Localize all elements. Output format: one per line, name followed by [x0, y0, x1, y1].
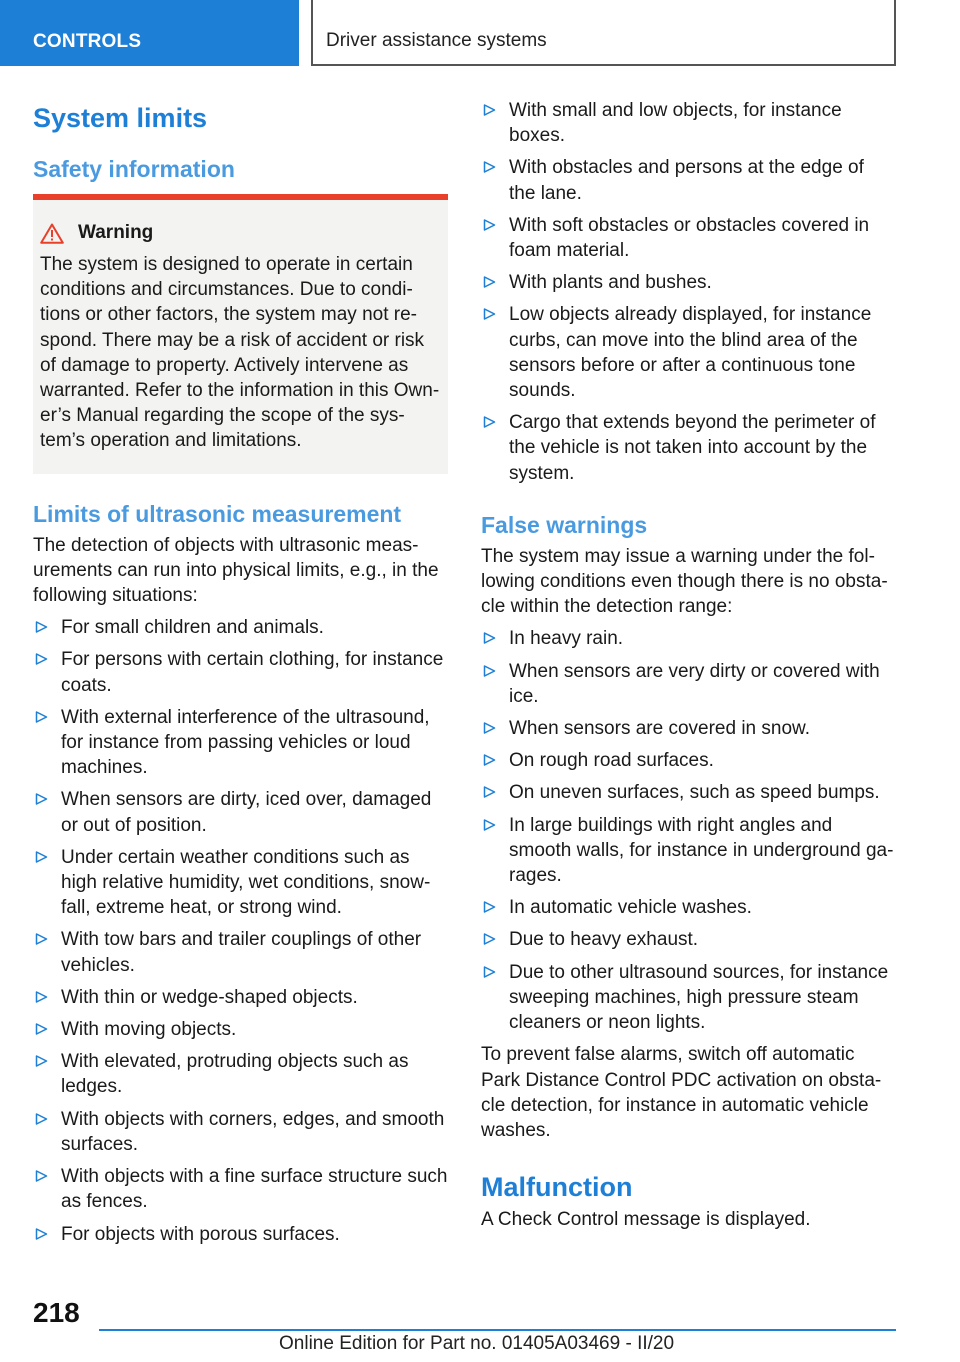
list-item: [33, 927, 448, 977]
ultrasonic-limits-list-continued: [481, 98, 895, 486]
bullet-triangle-icon: [35, 1227, 48, 1241]
list-item: [481, 270, 895, 295]
list-item: [33, 705, 448, 781]
bullet-triangle-icon: [483, 218, 496, 232]
false-warnings-list: [481, 626, 895, 1035]
list-item-text: When sensors are covered in snow.: [509, 718, 810, 740]
list-item-text: When sensors are very dirty or covered with ice.: [509, 660, 880, 707]
bullet-triangle-icon: [483, 900, 496, 914]
left-column: [33, 100, 448, 1247]
list-item: [33, 985, 448, 1010]
bullet-triangle-icon: [483, 818, 496, 832]
header-section-tab: [0, 0, 299, 66]
warning-triangle-icon: [40, 223, 64, 244]
bullet-triangle-icon: [35, 932, 48, 946]
list-item: [481, 716, 895, 741]
list-item: [481, 960, 895, 1036]
bullet-triangle-icon: [483, 160, 496, 174]
malfunction-text: A Check Control message is displayed.: [481, 1209, 811, 1231]
list-item: [481, 813, 895, 889]
bullet-triangle-icon: [35, 710, 48, 724]
false-warnings-intro: The system may issue a warning under the following conditions even though there is no obstacle within the detection range:: [481, 545, 888, 618]
list-item-text: On uneven surfaces, such as speed bumps.: [509, 782, 880, 804]
header-section-label: CONTROLS: [33, 31, 142, 52]
list-item: [33, 845, 448, 921]
warning-text: The system is designed to operate in certain conditions and circumstances. Due to conditions or other factors, the system may not respond. There may be a risk of accident or risk of damage to property. Actively intervene as warranted. Refer to the information in this Owner’s Manual regarding the scope of the system’s operation and limitations.: [40, 254, 440, 452]
bullet-triangle-icon: [483, 965, 496, 979]
bullet-triangle-icon: [35, 1112, 48, 1126]
list-item-text: With plants and bushes.: [509, 272, 712, 294]
list-item-text: For small children and animals.: [61, 617, 324, 639]
warning-title: Warning: [78, 222, 154, 243]
list-item-text: On rough road surfaces.: [509, 750, 714, 772]
list-item-text: With moving objects.: [61, 1019, 237, 1041]
list-item: [481, 155, 895, 205]
ultrasonic-intro: The detection of objects with ultrasonic measurements can run into physical limits, e.g., in the following situations:: [33, 534, 439, 607]
bullet-triangle-icon: [483, 307, 496, 321]
edition-note: Online Edition for Part no. 01405A03469 - II/20: [279, 1333, 675, 1354]
list-item: [481, 895, 895, 920]
system-limits-heading: System limits: [33, 103, 208, 133]
bullet-triangle-icon: [35, 1169, 48, 1183]
bullet-triangle-icon: [483, 664, 496, 678]
bullet-triangle-icon: [483, 275, 496, 289]
list-item-text: When sensors are dirty, iced over, damaged or out of position.: [61, 789, 432, 836]
bullet-triangle-icon: [483, 721, 496, 735]
bullet-triangle-icon: [483, 753, 496, 767]
list-item: [33, 787, 448, 837]
ultrasonic-limits-heading: Limits of ultrasonic measurement: [33, 500, 402, 527]
list-item-text: With soft obstacles or obstacles covered in foam material.: [509, 214, 870, 262]
list-item: [33, 1049, 448, 1099]
bullet-triangle-icon: [483, 631, 496, 645]
list-item-text: With small and low objects, for instance boxes.: [509, 100, 842, 147]
bullet-triangle-icon: [35, 990, 48, 1004]
bullet-triangle-icon: [483, 103, 496, 117]
bullet-triangle-icon: [483, 785, 496, 799]
list-item: [33, 647, 448, 697]
bullet-triangle-icon: [35, 1022, 48, 1036]
list-item: [33, 615, 448, 640]
malfunction-heading: Malfunction: [481, 1172, 633, 1203]
list-item-text: For objects with porous surfaces.: [61, 1223, 340, 1245]
list-item-text: With tow bars and trailer couplings of other vehicles.: [61, 929, 422, 976]
list-item: [481, 626, 895, 651]
list-item-text: With elevated, protruding objects such as ledges.: [61, 1051, 409, 1098]
bullet-triangle-icon: [483, 932, 496, 946]
list-item-text: In heavy rain.: [509, 628, 624, 650]
list-item-text: Low objects already displayed, for instance curbs, can move into the blind area of the sensors before or after a continuous tone sounds.: [509, 304, 872, 402]
bullet-triangle-icon: [483, 415, 496, 429]
right-column: [481, 98, 895, 1232]
list-item: [33, 1107, 448, 1157]
bullet-triangle-icon: [35, 792, 48, 806]
false-warnings-note: To prevent false alarms, switch off automatic Park Distance Control PDC activation on obstacle detection, for instance in automatic vehicle washes.: [481, 1044, 882, 1141]
list-item: [481, 780, 895, 805]
safety-information-heading: Safety information: [33, 156, 235, 182]
ultrasonic-limits-list: [33, 615, 448, 1246]
list-item-text: With obstacles and persons at the edge of the lane.: [509, 157, 864, 204]
list-item: [33, 1222, 448, 1247]
bullet-triangle-icon: [35, 652, 48, 666]
list-item-text: With external interference of the ultrasound, for instance from passing vehicles or loud machines.: [61, 706, 430, 779]
list-item: [33, 1164, 448, 1214]
list-item: [481, 659, 895, 709]
list-item-text: With thin or wedge-shaped objects.: [61, 986, 358, 1008]
header-chapter-title: Driver assistance systems: [326, 30, 547, 51]
bullet-triangle-icon: [35, 1054, 48, 1068]
bullet-triangle-icon: [35, 620, 48, 634]
list-item-text: For persons with certain clothing, for instance coats.: [61, 649, 444, 696]
warning-box: [33, 194, 448, 474]
warning-title-row: [40, 222, 440, 244]
list-item: [481, 927, 895, 952]
list-item: [481, 213, 895, 263]
bullet-triangle-icon: [35, 850, 48, 864]
list-item-text: Under certain weather conditions such as high relative humidity, wet conditions, snowfall, extreme heat, or strong wind.: [61, 846, 431, 919]
list-item-text: With objects with corners, edges, and smooth surfaces.: [61, 1108, 445, 1155]
list-item: [33, 1017, 448, 1042]
list-item-text: With objects with a fine surface structure such as fences.: [61, 1166, 448, 1213]
false-warnings-heading: False warnings: [481, 511, 648, 538]
footer-divider: [99, 1329, 896, 1331]
page-number: 218: [33, 1297, 80, 1328]
list-item: [481, 410, 895, 486]
list-item: [481, 98, 895, 148]
list-item: [481, 748, 895, 773]
list-item-text: Cargo that extends beyond the perimeter of the vehicle is not taken into account by the system.: [509, 412, 876, 484]
list-item-text: Due to other ultrasound sources, for instance sweeping machines, high pressure steam cleaners or neon lights.: [509, 961, 889, 1034]
list-item: [481, 302, 895, 403]
list-item-text: In large buildings with right angles and smooth walls, for instance in underground garages.: [509, 814, 894, 887]
list-item-text: In automatic vehicle washes.: [509, 897, 752, 919]
header-chapter-box: [311, 0, 896, 66]
list-item-text: Due to heavy exhaust.: [509, 929, 699, 951]
